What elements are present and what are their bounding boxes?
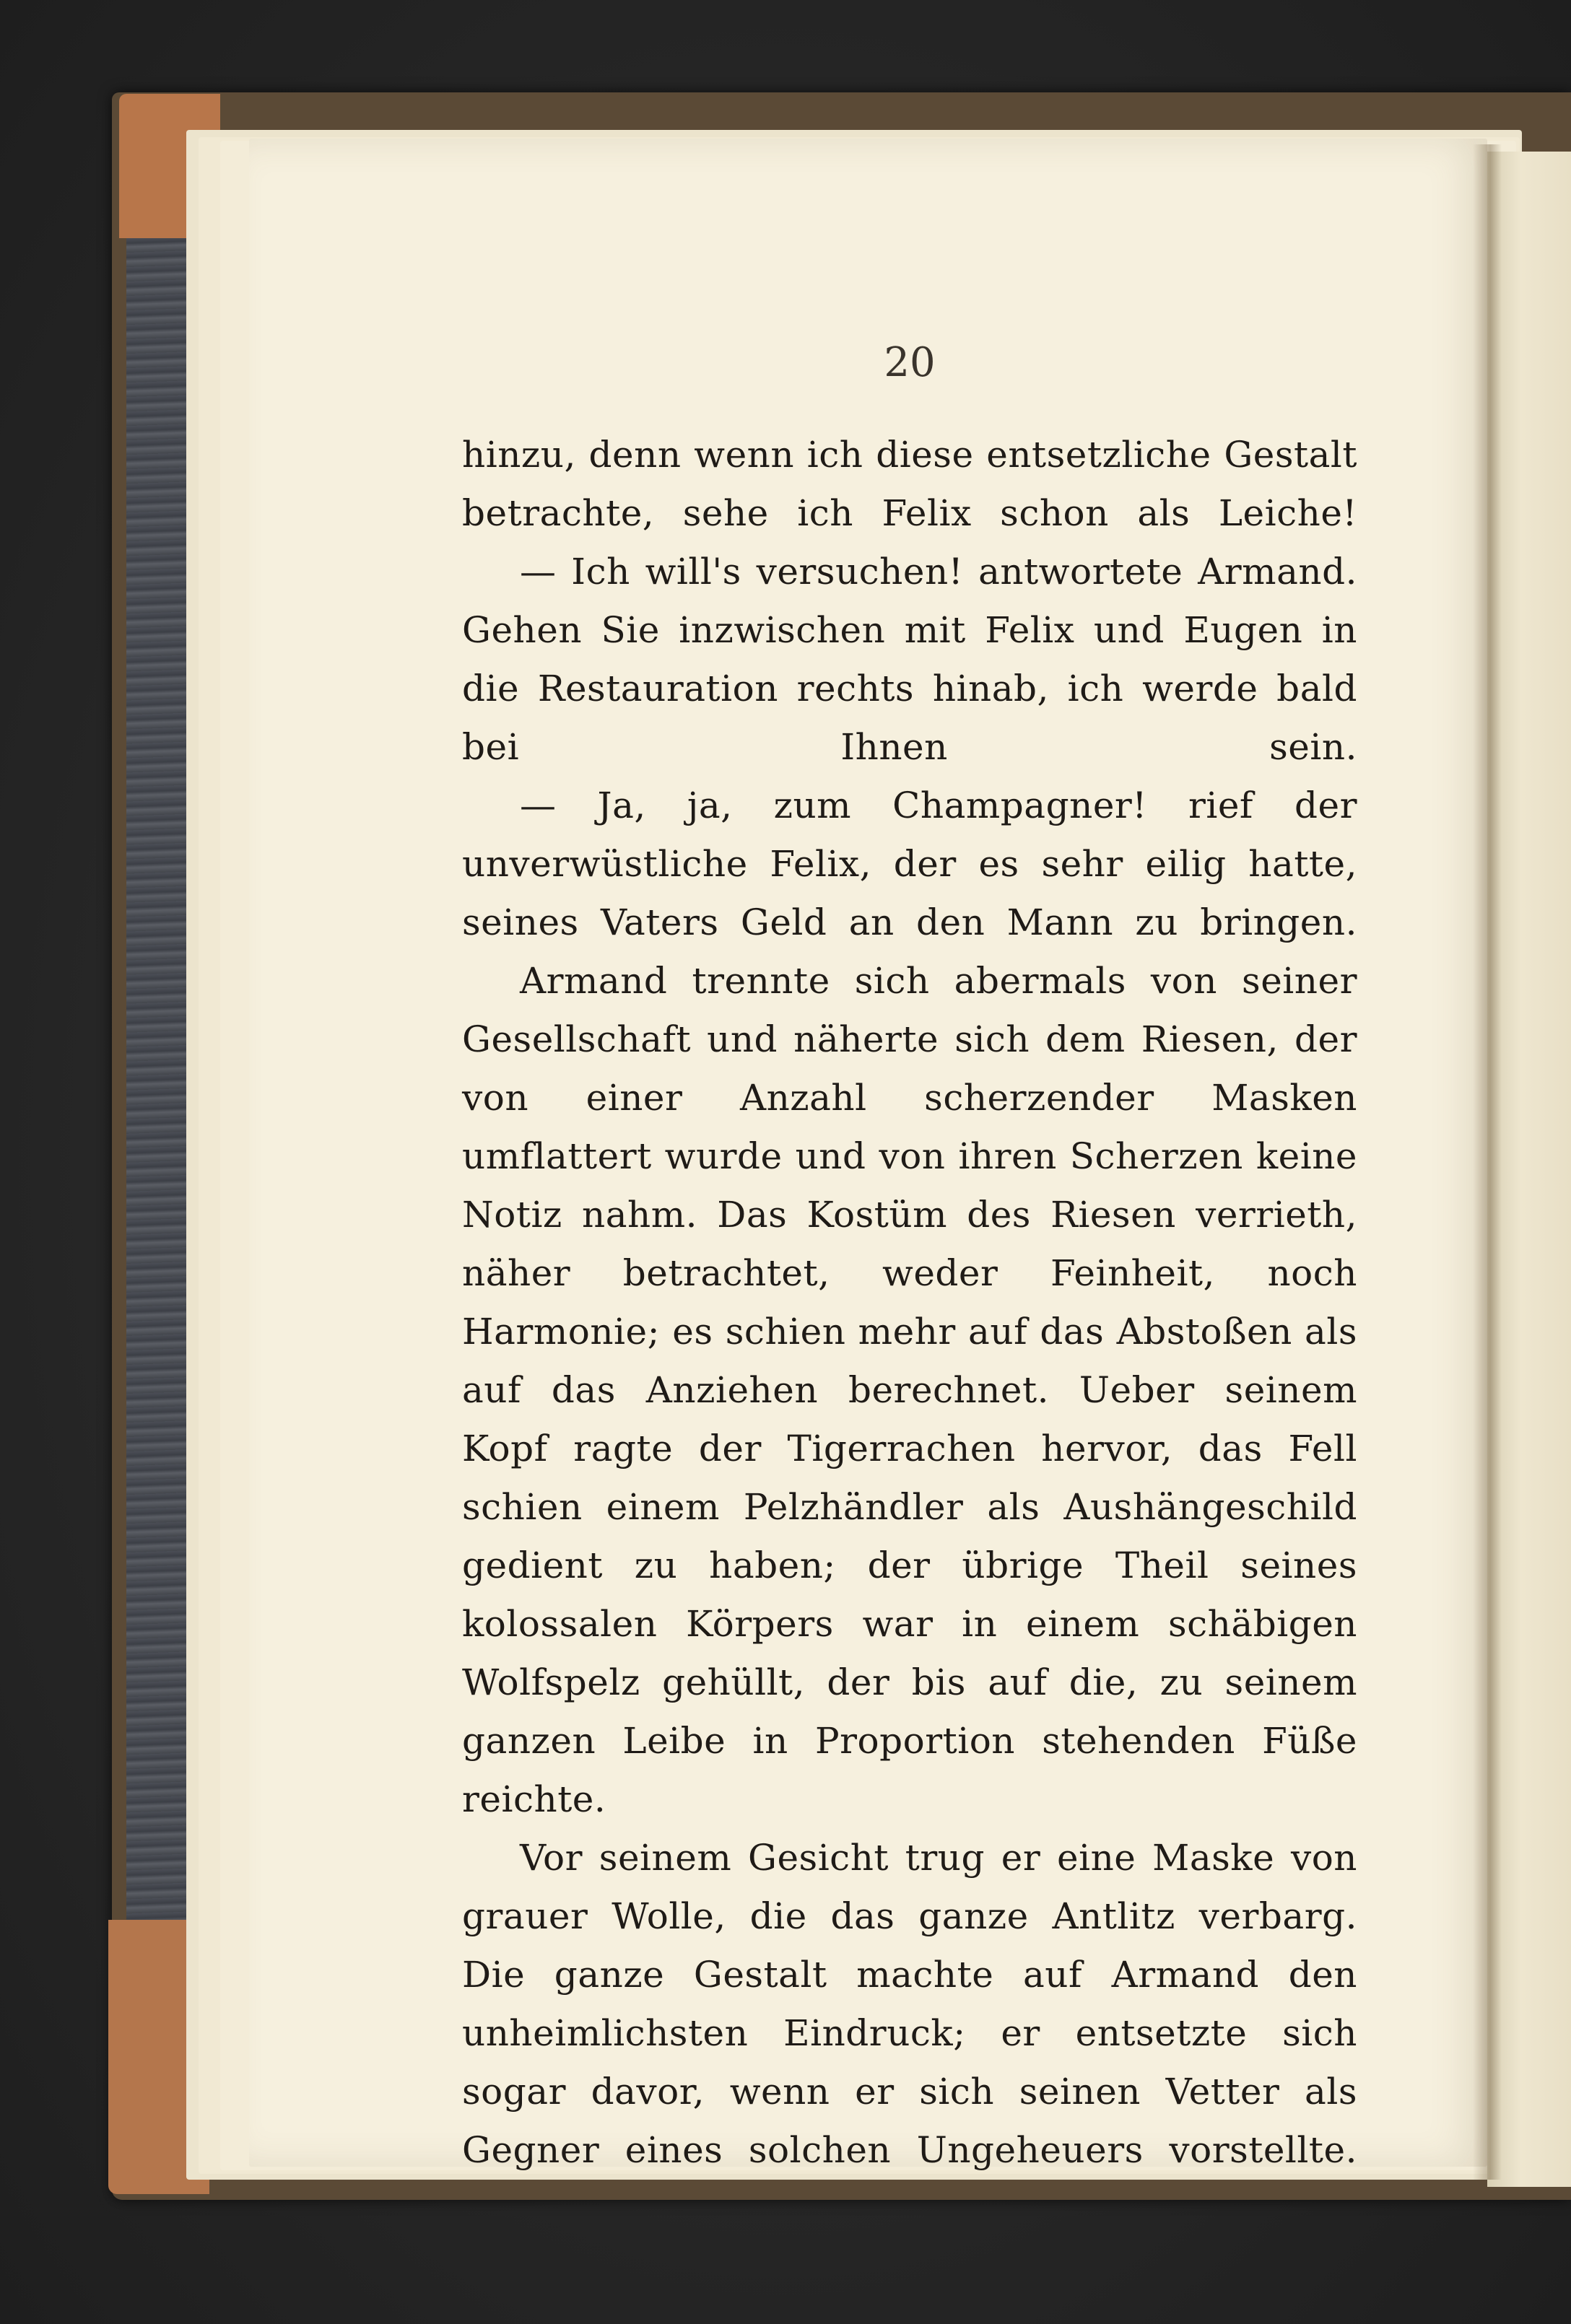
page-number: 20 [884,339,936,386]
paragraph: Vor seinem Gesicht trug er eine Maske von grauer Wolle, die das ganze Antlitz verbarg. Die ganze Gestalt machte auf Armand den unheimlichsten Eindruck; er entsetzte sich sogar davor, wenn er sich seinen Vetter als Gegner eines solchen Ungeheuers vorstellte. [462,1837,1357,2171]
paragraph: Armand trennte sich abermals von seiner Gesellschaft und näherte sich dem Riesen, der von einer Anzahl scherzender Masken umflattert wurde und von ihren Scherzen keine Notiz nahm. Das Kostüm des Riesen verrieth, näher betrachtet, weder Feinheit, noch Harmonie; es schien mehr auf das Abstoßen als auf das Anziehen berechnet. Ueber seinem Kopf ragte der Tigerrachen hervor, das Fell schien einem Pelzhändler als Aushängeschild gedient zu haben; der übrige Theil seines kolossalen Körpers war in einem schäbigen Wolfspelz gehüllt, der bis auf die, zu seinem ganzen Leibe in Proportion stehenden Füße reichte. [462,960,1357,1820]
paragraph: hinzu, denn wenn ich diese entsetzliche Gestalt betrachte, sehe ich Felix schon als Leiche! [462,434,1357,534]
paragraph: — Ja, ja, zum Champagner! rief der unverwüstliche Felix, der es sehr eilig hatte, seines Vaters Geld an den Mann zu bringen. [462,785,1357,943]
paragraph: — Ich will's versuchen! antwortete Armand. Gehen Sie inzwischen mit Felix und Eugen in die Restauration rechts hinab, ich werde bald bei Ihnen sein. [462,551,1357,768]
gutter-shadow [1473,144,1502,2180]
page-body-text [462,426,1357,2180]
